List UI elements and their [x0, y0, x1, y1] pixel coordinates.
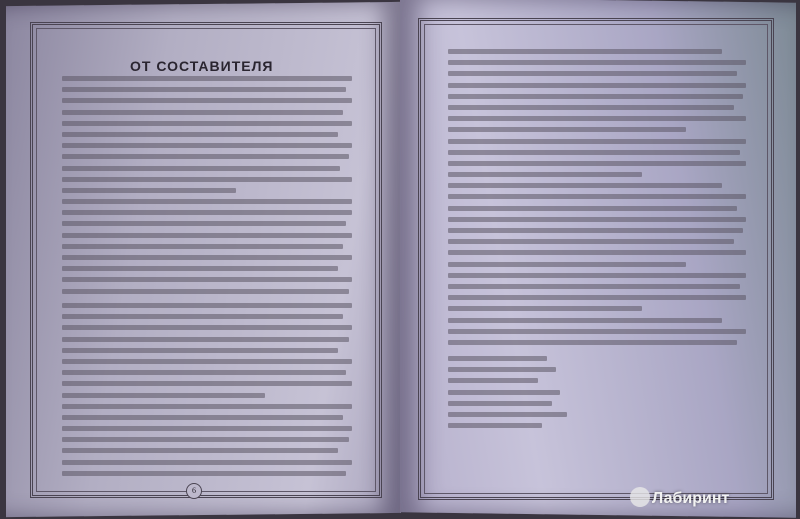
text-line — [448, 126, 748, 137]
text-line — [448, 182, 748, 193]
text-line — [62, 220, 354, 231]
text-line — [62, 447, 354, 458]
text-line — [62, 120, 354, 131]
text-line — [448, 305, 748, 316]
watermark-logo-icon — [630, 487, 650, 507]
text-line — [448, 115, 748, 126]
right-text-block-1 — [448, 48, 748, 350]
text-line — [448, 238, 748, 249]
text-line — [448, 261, 748, 272]
text-line — [448, 149, 748, 160]
page-number: 6 — [186, 483, 202, 499]
text-line — [62, 209, 354, 220]
left-text-block-1 — [62, 75, 354, 299]
text-line — [448, 48, 748, 59]
text-line — [62, 347, 354, 358]
text-line — [448, 193, 748, 204]
text-line — [448, 400, 628, 411]
text-line — [448, 294, 748, 305]
text-line — [62, 358, 354, 369]
text-line — [448, 104, 748, 115]
text-line — [448, 328, 748, 339]
text-line — [62, 243, 354, 254]
text-line — [62, 414, 354, 425]
text-line — [448, 59, 748, 70]
text-line — [62, 403, 354, 414]
text-line — [448, 70, 748, 81]
text-line — [448, 283, 748, 294]
text-line — [62, 142, 354, 153]
text-line — [448, 317, 748, 328]
text-line — [448, 138, 748, 149]
text-line — [62, 380, 354, 391]
page-heading: ОТ СОСТАВИТЕЛЯ — [130, 58, 274, 74]
text-line — [448, 339, 748, 350]
text-line — [448, 249, 748, 260]
watermark-text: Лабиринт — [652, 490, 730, 507]
text-line — [448, 205, 748, 216]
text-line — [62, 254, 354, 265]
text-line — [62, 86, 354, 97]
text-line — [448, 272, 748, 283]
text-line — [448, 389, 628, 400]
text-line — [448, 422, 628, 433]
text-line — [448, 411, 628, 422]
text-line — [62, 425, 354, 436]
text-line — [448, 82, 748, 93]
text-line — [448, 216, 748, 227]
text-line — [448, 160, 748, 171]
text-line — [62, 198, 354, 209]
text-line — [62, 97, 354, 108]
text-line — [62, 288, 354, 299]
text-line — [62, 109, 354, 120]
text-line — [62, 459, 354, 470]
text-line — [62, 165, 354, 176]
text-line — [62, 436, 354, 447]
right-poem-block — [448, 355, 628, 433]
text-line — [62, 153, 354, 164]
text-line — [62, 276, 354, 287]
text-line — [62, 75, 354, 86]
text-line — [62, 302, 354, 313]
text-line — [448, 366, 628, 377]
text-line — [62, 392, 354, 403]
text-line — [62, 470, 354, 481]
text-line — [62, 176, 354, 187]
text-line — [62, 131, 354, 142]
text-line — [448, 171, 748, 182]
text-line — [62, 324, 354, 335]
text-line — [62, 313, 354, 324]
left-text-block-2 — [62, 302, 354, 481]
text-line — [62, 187, 354, 198]
text-line — [448, 355, 628, 366]
text-line — [448, 227, 748, 238]
text-line — [62, 336, 354, 347]
text-line — [62, 265, 354, 276]
text-line — [62, 369, 354, 380]
text-line — [62, 232, 354, 243]
text-line — [448, 377, 628, 388]
text-line — [448, 93, 748, 104]
